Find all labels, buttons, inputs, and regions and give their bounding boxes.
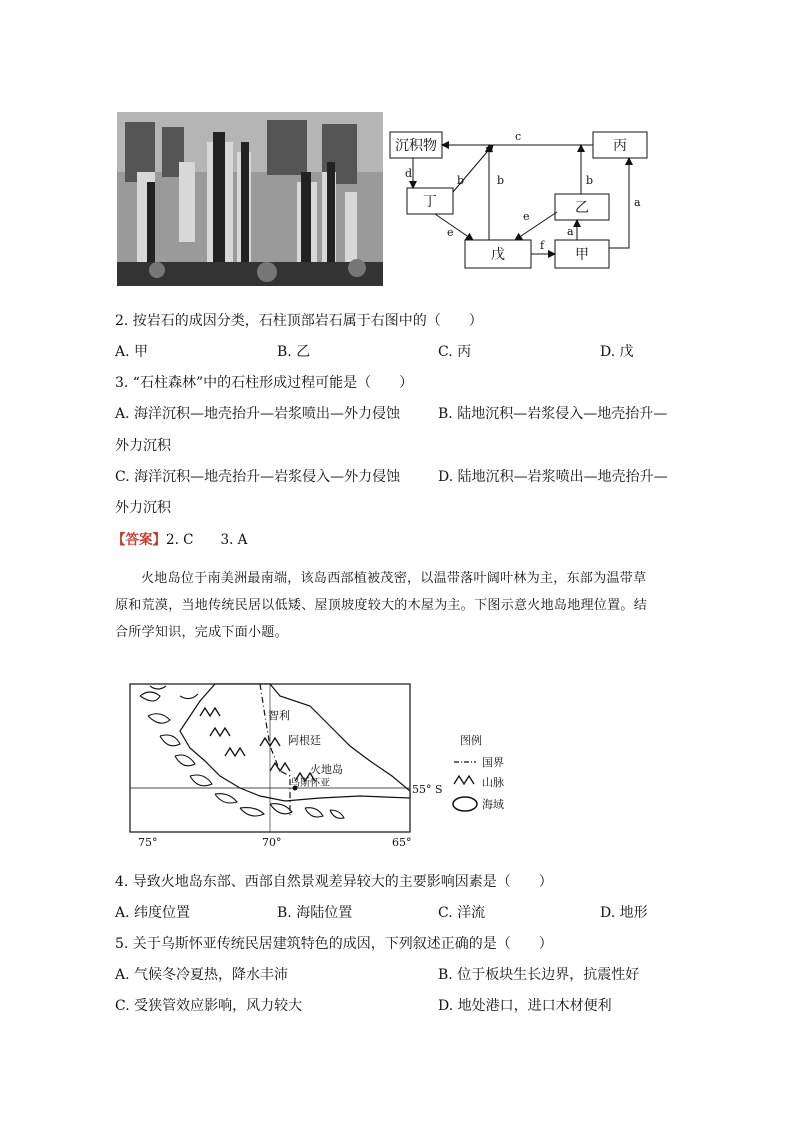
question-2-stem: 2. 按岩石的成因分类，石柱顶部岩石属于右图中的（ ） <box>115 313 483 329</box>
q3-option-b: B. 陆地沉积—岩浆侵入—地壳抬升— <box>438 406 668 422</box>
legend-mountain: 山脉 <box>482 776 504 789</box>
legend-mountain-icon <box>454 776 474 784</box>
label-jia: 甲 <box>575 247 589 263</box>
legend-border: 国界 <box>482 756 504 769</box>
passage-line-1: 火地岛位于南美洲最南端，该岛西部植被茂密，以温带落叶阔叶林为主，东部为温带草 <box>141 571 647 586</box>
arrow-label-b: b <box>457 174 465 187</box>
q4-option-d: D. 地形 <box>600 905 648 921</box>
passage <box>115 565 695 646</box>
arrow-label-a: a <box>634 196 641 209</box>
passage-line-2: 原和荒漠，当地传统民居以低矮、屋顶坡度较大的木屋为主。下图示意火地岛地理位置。结 <box>115 598 648 613</box>
label-ushuaia: 乌斯怀亚 <box>290 778 330 789</box>
q5-option-b: B. 位于板块生长边界，抗震性好 <box>438 967 640 983</box>
q2-option-d: D. 戊 <box>600 344 634 360</box>
legend-title: 图例 <box>460 734 482 747</box>
label-lon-65: 65° <box>392 836 412 849</box>
tierra-del-fuego-map <box>120 676 530 856</box>
q3-option-d: D. 陆地沉积—岩浆喷出—地壳抬升— <box>438 469 668 485</box>
q3-option-c: C. 海洋沉积—地壳抬升—岩浆侵入—外力侵蚀 <box>115 469 401 485</box>
q4-option-a: A. 纬度位置 <box>115 905 191 921</box>
answer-block-1 <box>112 528 247 548</box>
arrow-label-b: b <box>497 174 505 187</box>
arrow-label-b: b <box>586 174 594 187</box>
q5-option-d: D. 地处港口，进口木材便利 <box>438 998 612 1014</box>
label-yi: 乙 <box>575 200 589 216</box>
q2-option-c: C. 丙 <box>438 344 472 360</box>
q4-option-b: B. 海陆位置 <box>277 905 353 921</box>
q3-option-b-cont: 外力沉积 <box>115 438 171 454</box>
question-5-stem: 5. 关于乌斯怀亚传统民居建筑特色的成因，下列叙述正确的是（ ） <box>115 936 553 952</box>
answer-text: 2. C 3. A <box>166 532 248 548</box>
question-4-stem: 4. 导致火地岛东部、西部自然景观差异较大的主要影响因素是（ ） <box>115 874 553 890</box>
label-lon-70: 70° <box>262 836 282 849</box>
label-chile: 智利 <box>268 709 290 722</box>
map-legend <box>453 733 504 811</box>
q4-option-c: C. 洋流 <box>438 905 486 921</box>
q5-option-a: A. 气候冬冷夏热，降水丰沛 <box>115 967 289 983</box>
label-wu: 戊 <box>491 247 505 263</box>
arrow-label-f: f <box>540 239 545 252</box>
label-lon-75: 75° <box>138 836 158 849</box>
label-bing: 丙 <box>613 138 627 154</box>
arrow-label-d: d <box>405 167 413 180</box>
stone-forest-photo <box>117 112 383 286</box>
arrow-label-a: a <box>567 225 574 238</box>
q3-option-a: A. 海洋沉积—地壳抬升—岩浆喷出—外力侵蚀 <box>115 406 401 422</box>
arrow-label-e: e <box>447 226 454 239</box>
q3-option-d-cont: 外力沉积 <box>115 500 171 516</box>
label-sediment: 沉积物 <box>395 138 437 154</box>
label-island: 火地岛 <box>310 763 343 776</box>
passage-line-3: 合所学知识，完成下面小题。 <box>115 625 288 640</box>
q5-option-c: C. 受狭管效应影响，风力较大 <box>115 998 303 1014</box>
arrow-label-c: c <box>515 130 522 143</box>
label-ding: 丁 <box>423 194 437 210</box>
q2-option-a: A. 甲 <box>115 344 149 360</box>
q2-option-b: B. 乙 <box>277 344 311 360</box>
legend-sea: 海域 <box>482 798 504 811</box>
label-argentina: 阿根廷 <box>288 734 321 747</box>
answer-tag: 【答案】 <box>112 532 166 548</box>
arrow-label-e: e <box>523 210 530 223</box>
label-lat-55: 55° S <box>412 783 443 796</box>
rock-cycle-diagram <box>385 120 665 295</box>
legend-sea-icon <box>453 797 477 811</box>
question-3-stem: 3. “石柱森林”中的石柱形成过程可能是（ ） <box>115 375 414 391</box>
